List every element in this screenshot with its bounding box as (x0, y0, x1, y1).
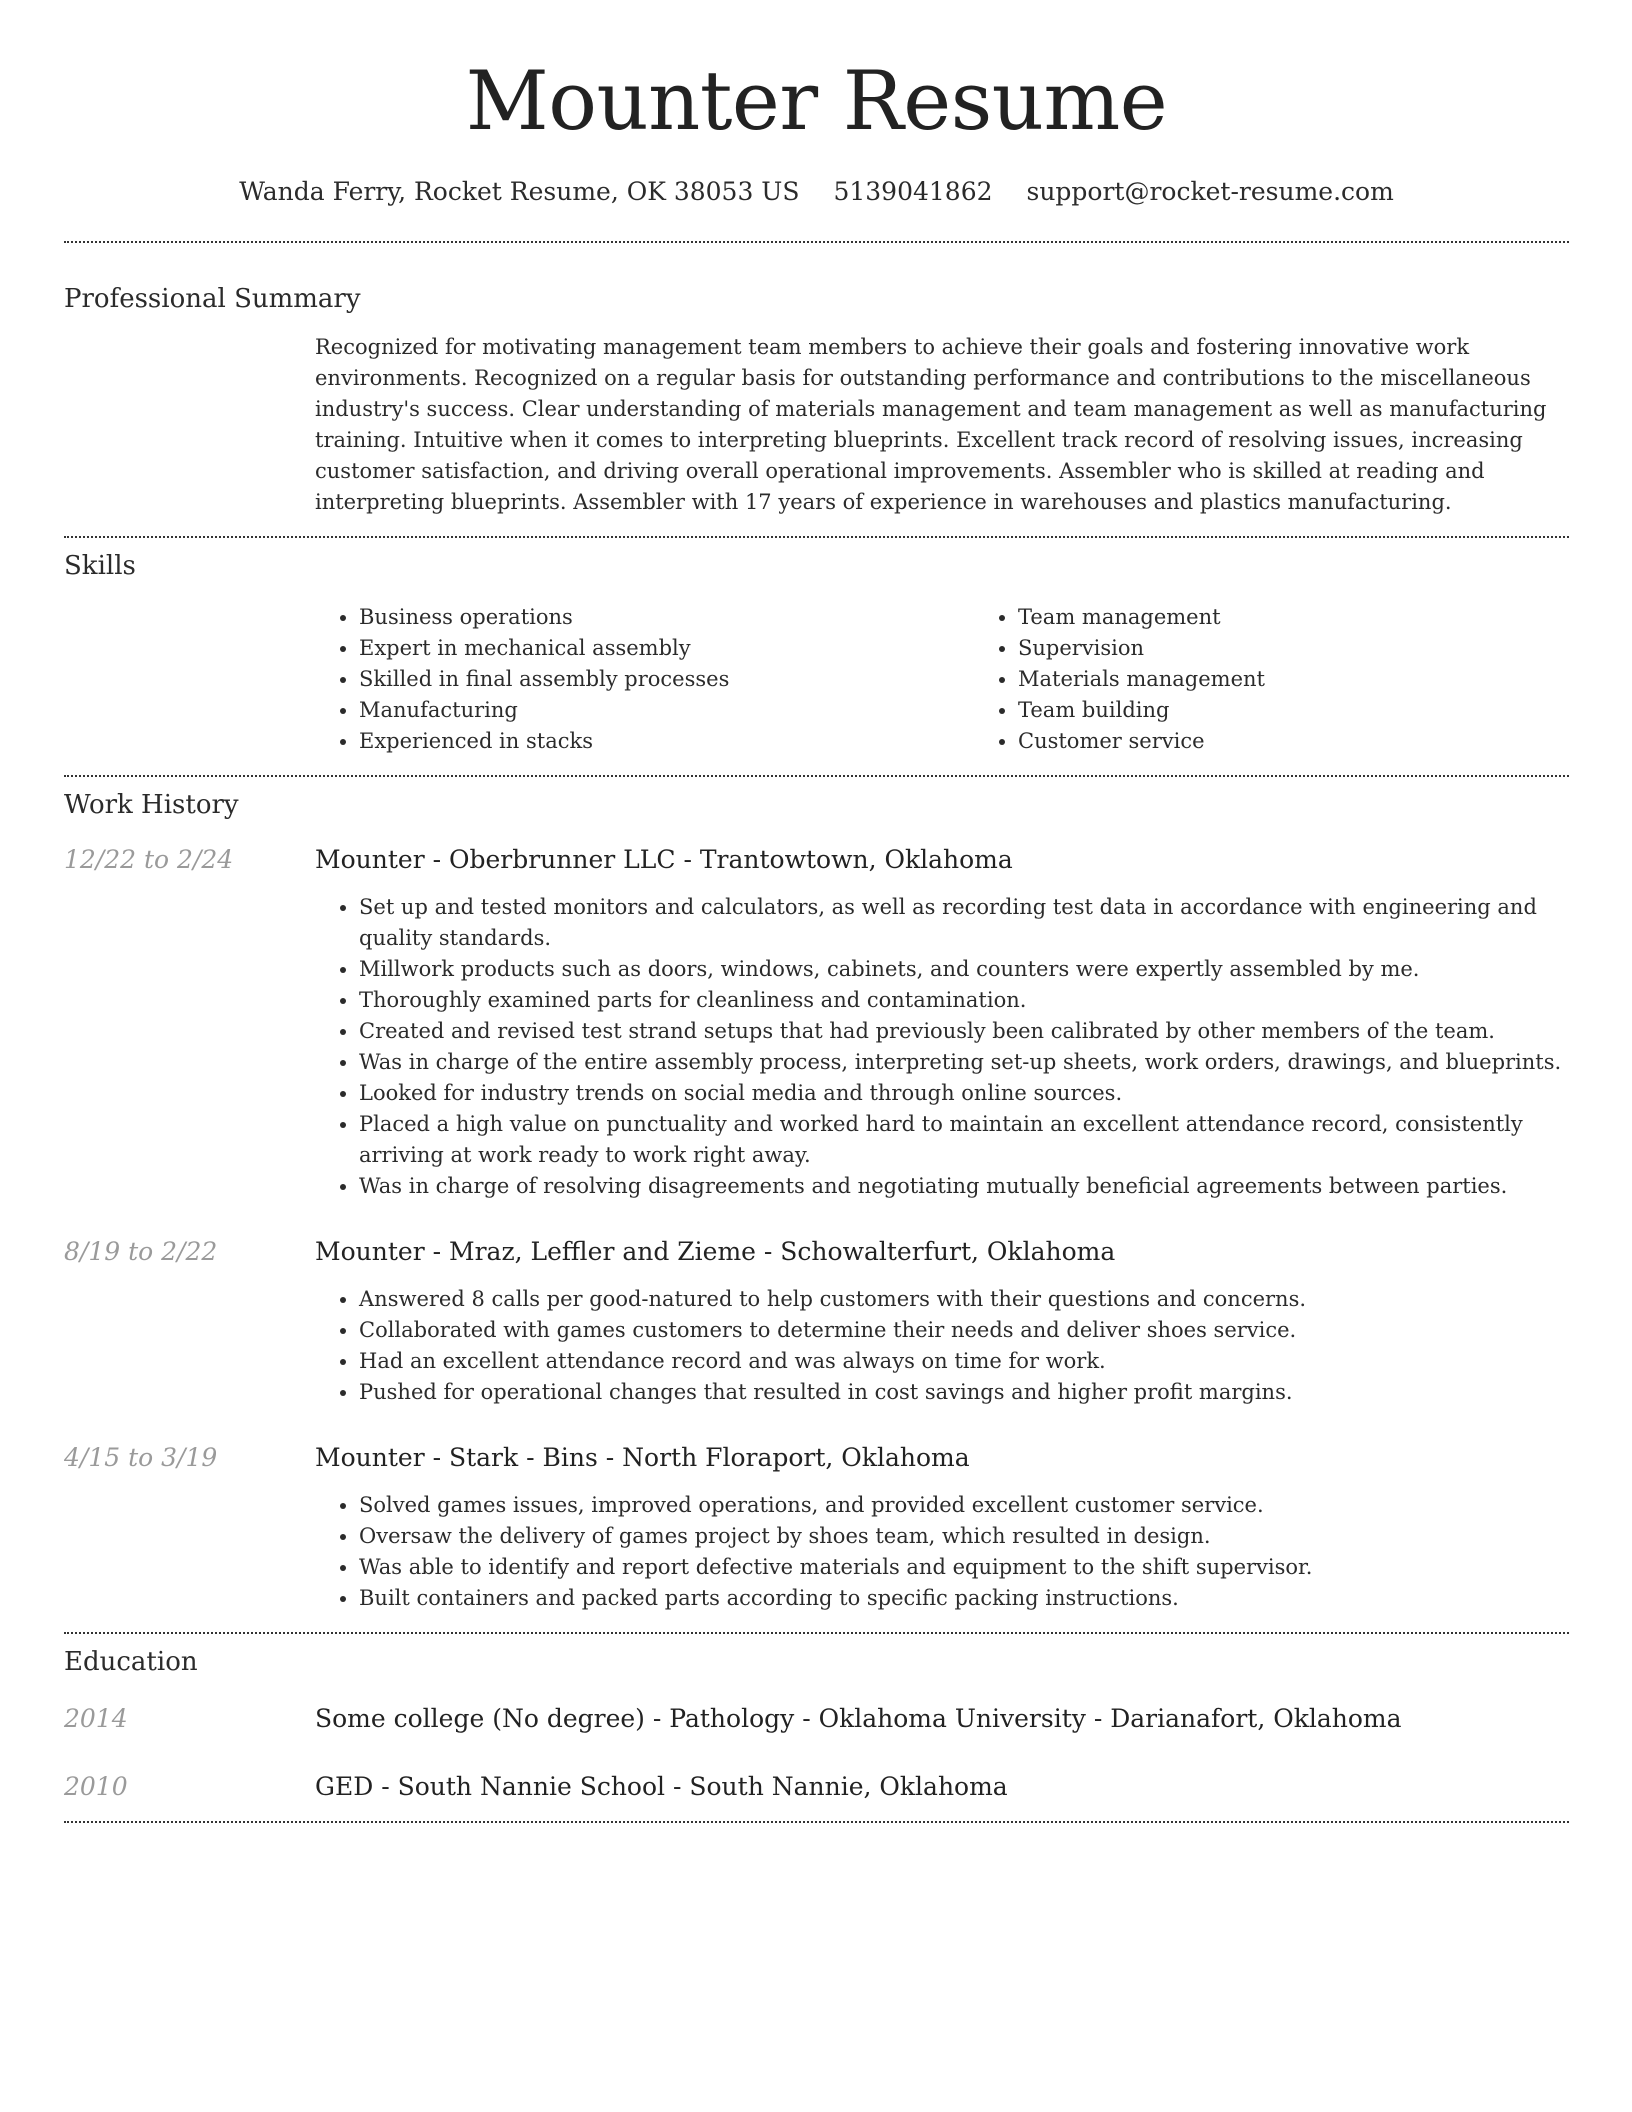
list-item: • Was in charge of resolving disagreements and negotiating mutually beneficial agreements between parties. (359, 1171, 1569, 1202)
list-item: • Thoroughly examined parts for cleanliness and contamination. (359, 985, 1569, 1016)
list-item: • Experienced in stacks (359, 726, 974, 757)
job-dates: 12/22 to 2/24 (64, 845, 234, 874)
list-item: • Looked for industry trends on social media and through online sources. (359, 1078, 1569, 1109)
job-entry (64, 844, 1569, 876)
contact-phone: 5139041862 (833, 177, 993, 206)
education-year: 2014 (64, 1704, 128, 1733)
list-item: • Pushed for operational changes that resulted in cost savings and higher profit margins. (359, 1377, 1569, 1408)
job-entry (64, 1442, 1569, 1474)
contact-line (64, 176, 1569, 208)
list-item: • Customer service (1018, 726, 1632, 757)
list-item: • Built containers and packed parts according to specific packing instructions. (359, 1583, 1569, 1614)
job-details (64, 1490, 1569, 1614)
summary-text: Recognized for motivating management team members to achieve their goals and fostering innovative work environments. Recognized on a regular basis for outstanding performance and contributions to the miscellaneous industry's success. Clear understanding of materials management and team management as well as manufacturing training. Intuitive when it comes to interpreting blueprints. Excellent track record of resolving issues, increasing customer satisfaction, and driving overall operational improvements. Assembler who is skilled at reading and interpreting blueprints. Assembler with 17 years of experience in warehouses and plastics manufacturing. (315, 335, 1547, 514)
job-bullets (315, 1284, 1569, 1408)
list-item: • Oversaw the delivery of games project by shoes team, which resulted in design. (359, 1521, 1569, 1552)
education-entry (64, 1703, 1569, 1735)
education-text: Some college (No degree) - Pathology - Oklahoma University - Darianafort, Oklahoma (315, 1704, 1402, 1733)
list-item: • Skilled in final assembly processes (359, 664, 974, 695)
section-heading-work-history: Work History (64, 790, 239, 820)
list-item: • Solved games issues, improved operations, and provided excellent customer service. (359, 1490, 1569, 1521)
divider (64, 536, 1569, 538)
list-item: • Millwork products such as doors, windows, cabinets, and counters were expertly assembled by me. (359, 954, 1569, 985)
list-item: • Answered 8 calls per good-natured to help customers with their questions and concerns. (359, 1284, 1569, 1315)
list-item: • Created and revised test strand setups that had previously been calibrated by other members of the team. (359, 1016, 1569, 1047)
list-item: • Manufacturing (359, 695, 974, 726)
list-item: • Was able to identify and report defective materials and equipment to the shift supervisor. (359, 1552, 1569, 1583)
education-entry (64, 1771, 1569, 1803)
contact-address: Wanda Ferry, Rocket Resume, OK 38053 US (239, 177, 800, 206)
list-item: • Was in charge of the entire assembly process, interpreting set-up sheets, work orders, drawings, and blueprints. (359, 1047, 1569, 1078)
job-details (64, 892, 1569, 1202)
job-title: Mounter - Mraz, Leffler and Zieme - Schowalterfurt, Oklahoma (315, 1237, 1116, 1266)
list-item: • Placed a high value on punctuality and worked hard to maintain an excellent attendance record, consistently arriving at work ready to work right away. (359, 1109, 1569, 1171)
section-heading-skills: Skills (64, 551, 136, 581)
divider (64, 775, 1569, 777)
list-item: • Materials management (1018, 664, 1632, 695)
education-year: 2010 (64, 1772, 128, 1801)
list-item: • Expert in mechanical assembly (359, 633, 974, 664)
contact-email: support@rocket-resume.com (1026, 177, 1394, 206)
divider (64, 1632, 1569, 1634)
job-title: Mounter - Oberbrunner LLC - Trantowtown, Oklahoma (315, 845, 1013, 874)
skills-column-left (315, 602, 974, 757)
summary-row (64, 332, 1569, 518)
divider (64, 241, 1569, 243)
job-title: Mounter - Stark - Bins - North Floraport, Oklahoma (315, 1443, 970, 1472)
section-heading-education: Education (64, 1647, 198, 1677)
page-title: Mounter Resume (465, 55, 1168, 149)
job-details (64, 1284, 1569, 1408)
list-item: • Team management (1018, 602, 1632, 633)
job-dates: 8/19 to 2/22 (64, 1237, 218, 1266)
section-heading-summary: Professional Summary (64, 284, 361, 314)
list-item: • Set up and tested monitors and calculators, as well as recording test data in accordance with engineering and quality standards. (359, 892, 1569, 954)
job-entry (64, 1236, 1569, 1268)
skills-column-right (974, 602, 1632, 757)
list-item: • Had an excellent attendance record and was always on time for work. (359, 1346, 1569, 1377)
divider (64, 1821, 1569, 1823)
job-dates: 4/15 to 3/19 (64, 1443, 218, 1472)
education-text: GED - South Nannie School - South Nannie, Oklahoma (315, 1772, 1008, 1801)
job-bullets (315, 1490, 1569, 1614)
list-item: • Business operations (359, 602, 974, 633)
job-bullets (315, 892, 1569, 1202)
list-item: • Collaborated with games customers to determine their needs and deliver shoes service. (359, 1315, 1569, 1346)
skills-row (64, 602, 1569, 757)
list-item: • Supervision (1018, 633, 1632, 664)
list-item: • Team building (1018, 695, 1632, 726)
resume-page (64, 0, 1569, 1823)
skills-list (315, 602, 1632, 757)
